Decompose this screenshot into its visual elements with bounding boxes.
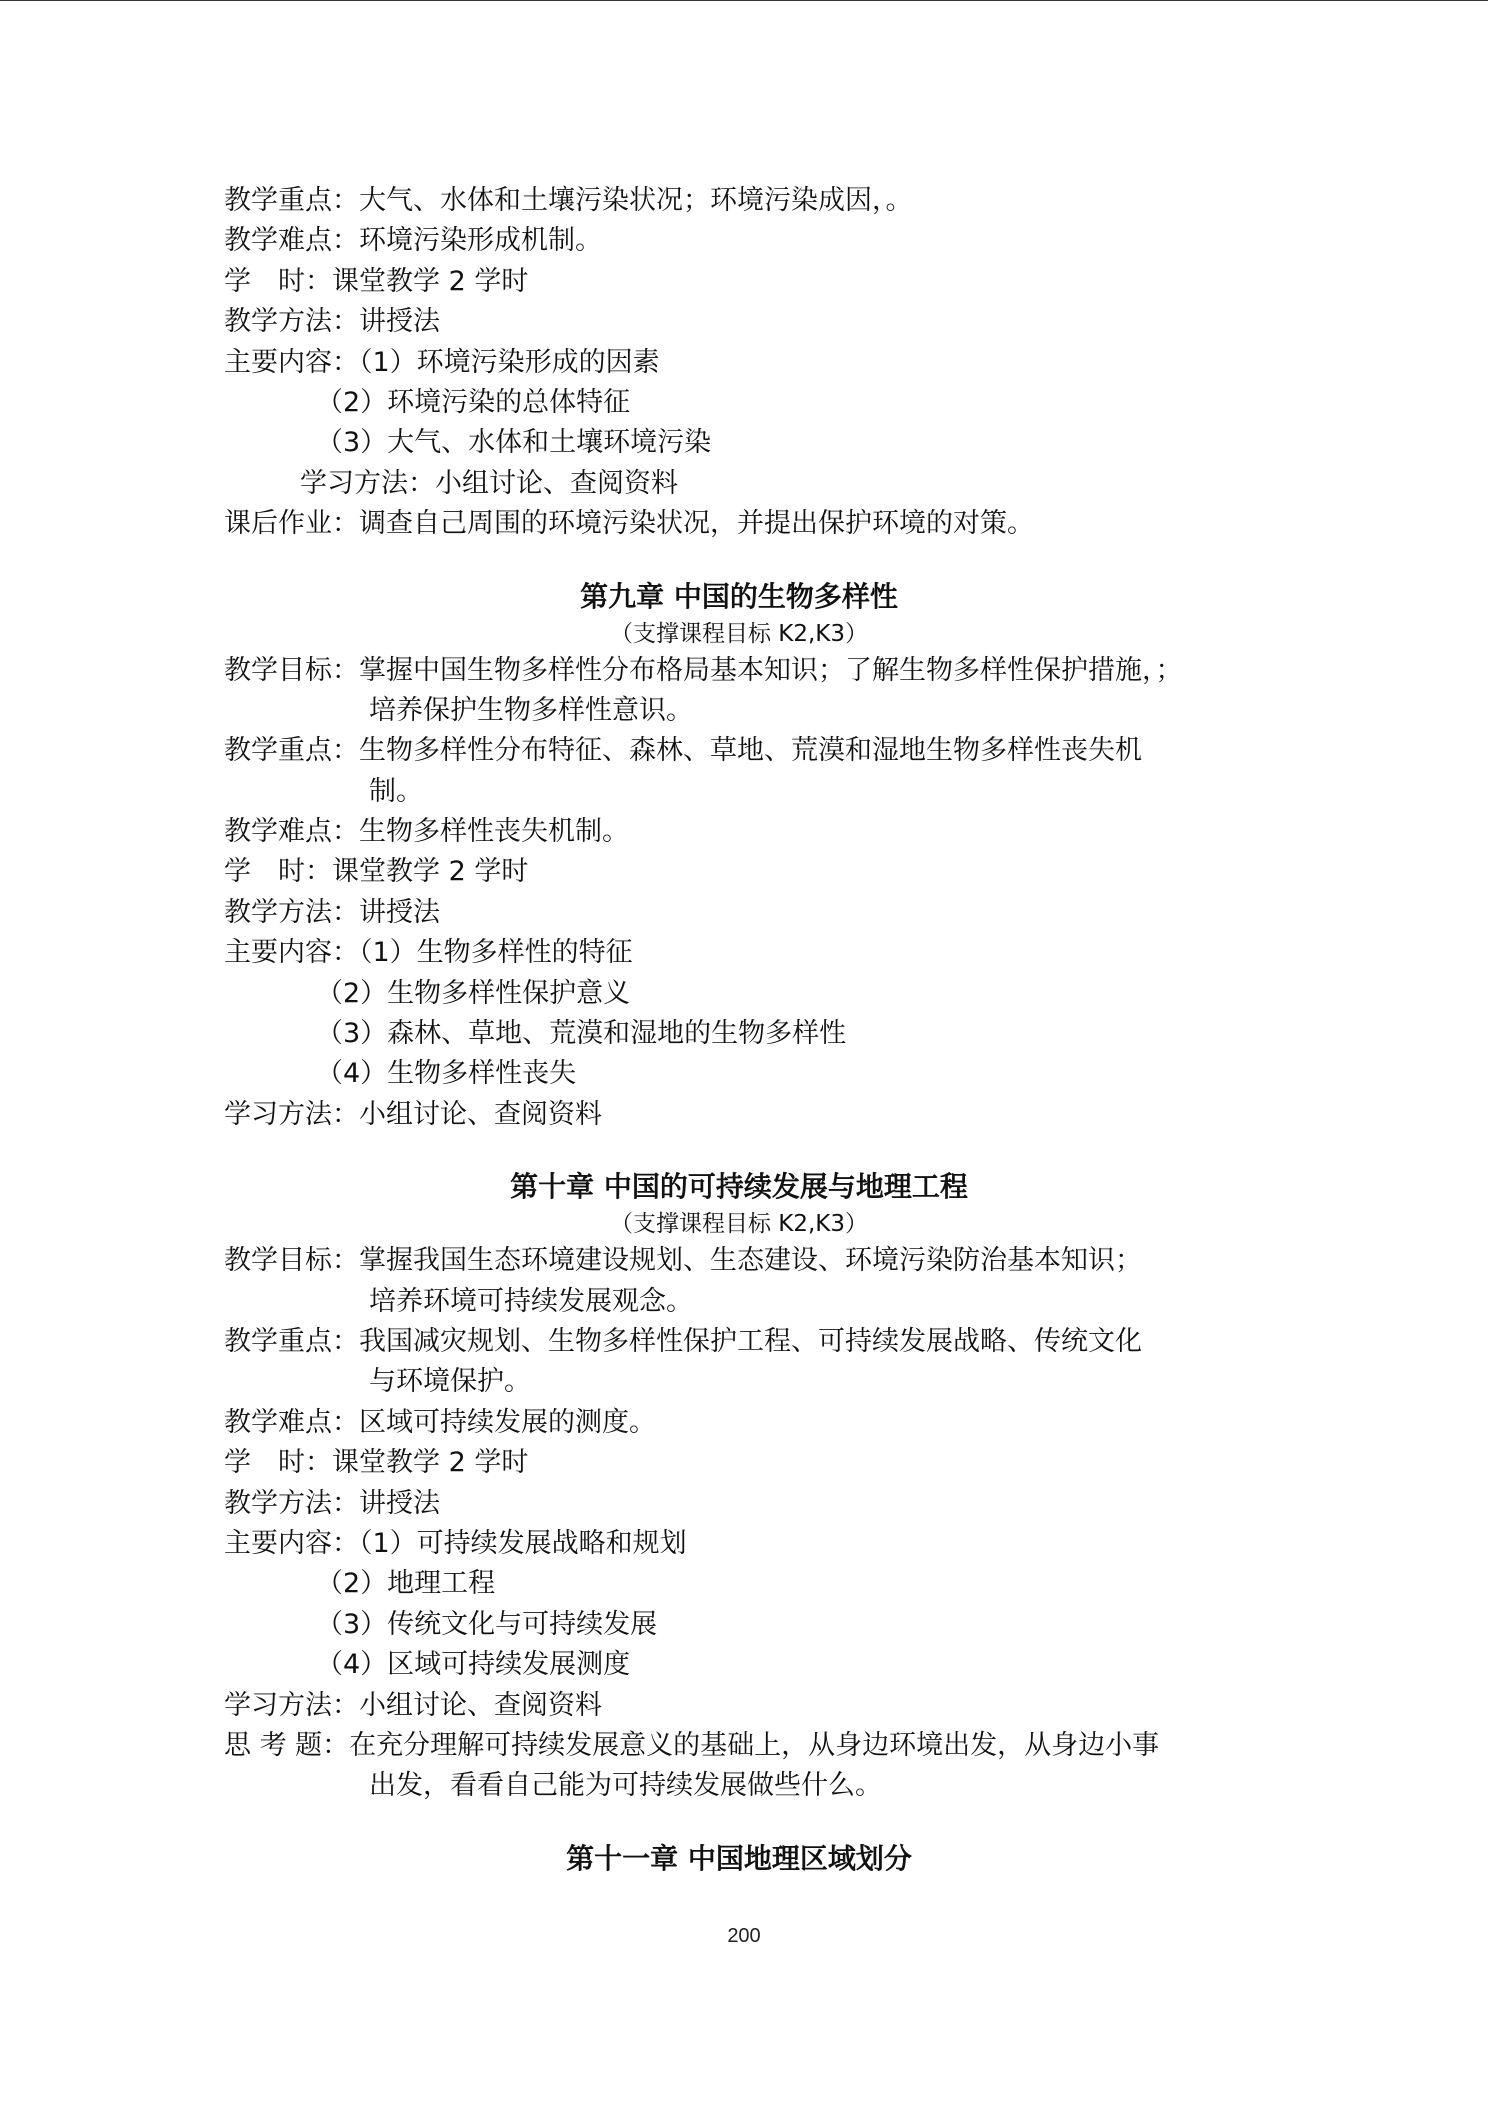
teaching-key-points-continued: 制。 [369, 775, 423, 807]
content-item: （3）传统文化与可持续发展 [316, 1608, 658, 1640]
content-item: （3）森林、草地、荒漠和湿地的生物多样性 [316, 1018, 847, 1050]
teaching-goal-continued: 培养保护生物多样性意识。 [369, 694, 693, 726]
content-item: （4）区域可持续发展测度 [316, 1649, 631, 1681]
chapter-10-support: （支撑课程目标 K2,K3） [609, 1211, 869, 1238]
thinking-question: 思 考 题：在充分理解可持续发展意义的基础上，从身边环境出发，从身边小事 [224, 1729, 1160, 1761]
class-hours: 学 时：课堂教学 2 学时 [224, 1447, 529, 1479]
teaching-key-points: 教学重点：大气、水体和土壤污染状况；环境污染成因，。 [224, 185, 913, 216]
teaching-difficulties: 教学难点：区域可持续发展的测度。 [224, 1406, 656, 1438]
chapter-10-title: 第十章 中国的可持续发展与地理工程 [510, 1170, 968, 1204]
content-item: （2）生物多样性保护意义 [316, 977, 631, 1009]
homework: 课后作业：调查自己周围的环境污染状况，并提出保护环境的对策。 [224, 508, 1034, 540]
teaching-difficulties: 教学难点：生物多样性丧失机制。 [224, 816, 629, 848]
teaching-key-points-continued: 与环境保护。 [369, 1366, 531, 1398]
main-content: 主要内容：（1）环境污染形成的因素 [224, 346, 660, 378]
teaching-goal: 教学目标：掌握我国生态环境建设规划、生态建设、环境污染防治基本知识； [224, 1245, 1142, 1277]
study-method: 学习方法：小组讨论、查阅资料 [224, 1689, 602, 1721]
content-item: （2）地理工程 [316, 1568, 496, 1600]
content-item: （4）生物多样性丧失 [316, 1058, 577, 1090]
page-content [224, 181, 1284, 1879]
teaching-key-points: 教学重点：生物多样性分布特征、森林、草地、荒漠和湿地生物多样性丧失机 [224, 735, 1142, 767]
main-content: 主要内容：（1）可持续发展战略和规划 [224, 1527, 687, 1559]
teaching-method: 教学方法：讲授法 [224, 306, 440, 338]
content-item: （2）环境污染的总体特征 [316, 386, 631, 418]
study-method: 学习方法：小组讨论、查阅资料 [224, 1098, 602, 1130]
chapter-11-title: 第十一章 中国地理区域划分 [566, 1841, 912, 1875]
main-content: 主要内容：（1）生物多样性的特征 [224, 937, 633, 969]
teaching-key-points: 教学重点：我国减灾规划、生物多样性保护工程、可持续发展战略、传统文化 [224, 1325, 1142, 1357]
teaching-goal-continued: 培养环境可持续发展观念。 [369, 1285, 693, 1317]
teaching-method: 教学方法：讲授法 [224, 1487, 440, 1519]
study-method: 学习方法：小组讨论、查阅资料 [300, 467, 678, 499]
teaching-goal: 教学目标：掌握中国生物多样性分布格局基本知识；了解生物多样性保护措施，； [224, 654, 1183, 686]
thinking-question-continued: 出发，看看自己能为可持续发展做些什么。 [369, 1770, 882, 1802]
page-number: 200 [727, 1925, 761, 1947]
teaching-difficulties: 教学难点：环境污染形成机制。 [224, 225, 602, 257]
chapter-9-support: （支撑课程目标 K2,K3） [609, 620, 869, 647]
teaching-method: 教学方法：讲授法 [224, 896, 440, 928]
class-hours: 学 时：课堂教学 2 学时 [224, 856, 529, 888]
class-hours: 学 时：课堂教学 2 学时 [224, 265, 529, 297]
content-item: （3）大气、水体和土壤环境污染 [316, 427, 712, 459]
chapter-9-title: 第九章 中国的生物多样性 [580, 579, 898, 613]
